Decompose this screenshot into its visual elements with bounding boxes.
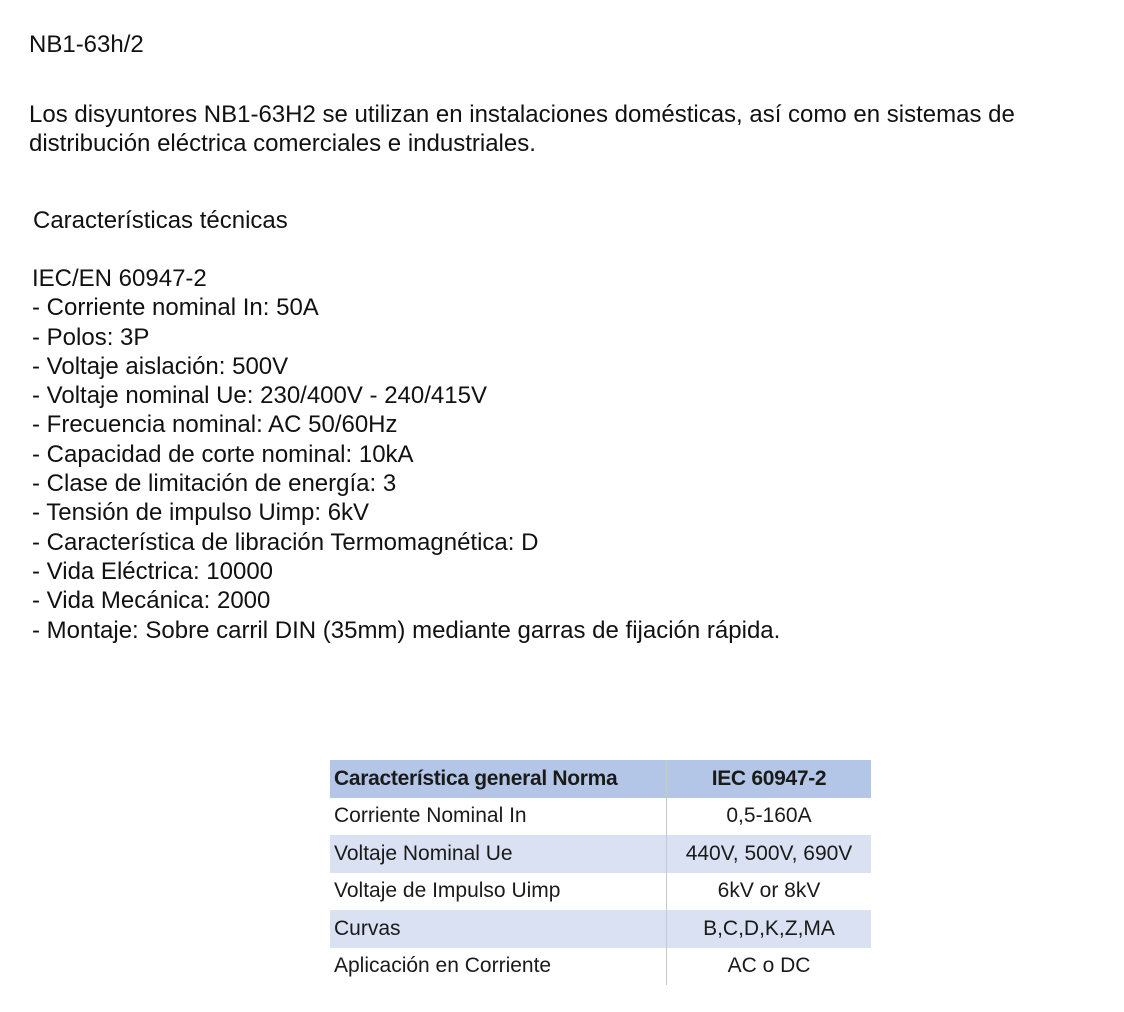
spec-line: - Voltaje aislación: 500V (32, 352, 289, 380)
table-cell-label: Voltaje Nominal Ue (330, 835, 667, 873)
table-header-row (330, 760, 871, 798)
product-code: NB1-63h/2 (29, 31, 144, 58)
table-row (330, 798, 871, 836)
table-cell-value: 6kV or 8kV (667, 873, 872, 911)
section-title: Características técnicas (33, 207, 288, 234)
spec-line: - Vida Eléctrica: 10000 (32, 557, 274, 585)
table-cell-label: Aplicación en Corriente (330, 948, 667, 986)
table-cell-value: 440V, 500V, 690V (667, 835, 872, 873)
spec-line: - Polos: 3P (32, 323, 150, 351)
table-cell-label: Voltaje de Impulso Uimp (330, 873, 667, 911)
table-cell-value: B,C,D,K,Z,MA (667, 910, 872, 948)
table-row (330, 910, 871, 948)
spec-line: - Capacidad de corte nominal: 10kA (32, 440, 414, 468)
spec-line: - Característica de libración Termomagnética: D (32, 528, 539, 556)
spec-line: - Vida Mecánica: 2000 (32, 587, 271, 615)
table-header-cell: IEC 60947-2 (667, 760, 872, 798)
spec-standard: IEC/EN 60947-2 (32, 265, 207, 292)
table-row (330, 835, 871, 873)
table-row (330, 873, 871, 911)
spec-line: - Voltaje nominal Ue: 230/400V - 240/415V (32, 382, 487, 410)
table-cell-value: 0,5-160A (667, 798, 872, 836)
spec-line: - Montaje: Sobre carril DIN (35mm) mediante garras de fijación rápida. (32, 616, 781, 644)
table-cell-label: Corriente Nominal In (330, 798, 667, 836)
table-cell-label: Curvas (330, 910, 667, 948)
spec-line: - Frecuencia nominal: AC 50/60Hz (32, 411, 398, 439)
spec-list (32, 264, 780, 645)
spec-line: - Corriente nominal In: 50A (32, 294, 319, 322)
table-header-cell: Característica general Norma (330, 760, 667, 798)
standard-characteristics-table (330, 760, 871, 985)
spec-line: - Tensión de impulso Uimp: 6kV (32, 499, 370, 527)
product-description: Los disyuntores NB1-63H2 se utilizan en instalaciones domésticas, así como en sistemas de distribución eléctrica comerciales e industriales. (29, 101, 1015, 157)
table-row (330, 948, 871, 986)
table-cell-value: AC o DC (667, 948, 872, 986)
spec-line: - Clase de limitación de energía: 3 (32, 470, 397, 498)
